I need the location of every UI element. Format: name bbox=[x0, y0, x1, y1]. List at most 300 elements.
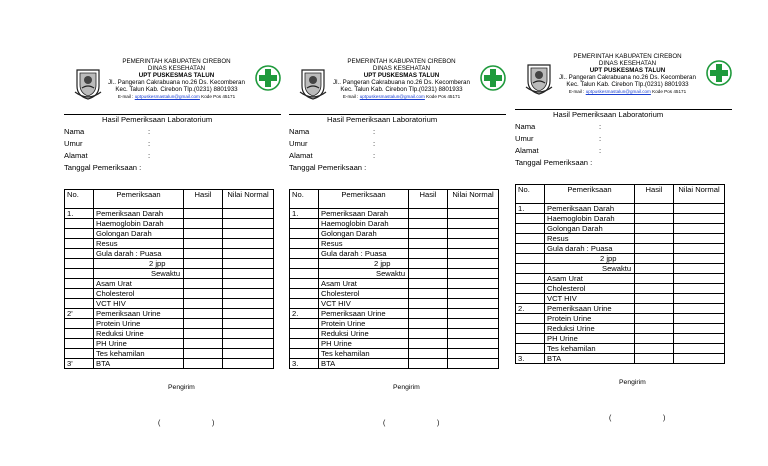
test-name: 2 jpp bbox=[319, 259, 409, 269]
normal-value-cell[interactable] bbox=[448, 219, 499, 229]
signature-open: ( bbox=[609, 415, 612, 422]
table-row bbox=[290, 309, 499, 319]
normal-value-cell[interactable] bbox=[223, 319, 274, 329]
test-name: Gula darah : Puasa bbox=[319, 249, 409, 259]
row-number bbox=[65, 319, 94, 329]
normal-value-cell[interactable] bbox=[448, 249, 499, 259]
test-name: Pemeriksaan Darah bbox=[545, 204, 635, 214]
normal-value-cell[interactable] bbox=[448, 309, 499, 319]
row-number bbox=[65, 339, 94, 349]
email-line bbox=[319, 93, 484, 100]
test-name: Sewaktu bbox=[545, 264, 635, 274]
normal-value-cell[interactable] bbox=[674, 344, 725, 354]
email-link[interactable]: uptpuskesmastalun@gmail.com bbox=[359, 94, 425, 99]
table-row bbox=[516, 314, 725, 324]
table-row bbox=[290, 229, 499, 239]
patient-fields bbox=[64, 126, 151, 174]
test-name: BTA bbox=[545, 354, 635, 364]
email-line bbox=[94, 93, 259, 100]
result-cell[interactable] bbox=[635, 334, 674, 344]
row-number bbox=[290, 229, 319, 239]
result-cell[interactable] bbox=[635, 314, 674, 324]
table-row bbox=[516, 304, 725, 314]
result-cell[interactable] bbox=[184, 239, 223, 249]
result-cell[interactable] bbox=[409, 219, 448, 229]
test-name: PH Urine bbox=[545, 334, 635, 344]
normal-value-cell[interactable] bbox=[674, 224, 725, 234]
normal-value-cell[interactable] bbox=[674, 274, 725, 284]
table-row bbox=[65, 219, 274, 229]
row-number bbox=[290, 239, 319, 249]
result-cell[interactable] bbox=[635, 224, 674, 234]
table-row bbox=[65, 259, 274, 269]
col-hasil: Hasil bbox=[635, 185, 674, 204]
result-cell[interactable] bbox=[184, 229, 223, 239]
test-name: Tes kehamilan bbox=[319, 349, 409, 359]
result-cell[interactable] bbox=[184, 359, 223, 369]
address-field[interactable]: Alamat : bbox=[289, 151, 376, 160]
row-number bbox=[290, 329, 319, 339]
test-name: Resus bbox=[319, 239, 409, 249]
postal-code: Kode Pos 45171 bbox=[652, 89, 687, 94]
address-line: Jl.. Pangeran Cakrabuana no.26 Ds. Kecomberan bbox=[333, 79, 470, 86]
normal-value-cell[interactable] bbox=[448, 319, 499, 329]
table-row bbox=[290, 349, 499, 359]
test-name: PH Urine bbox=[319, 339, 409, 349]
test-name: Pemeriksaan Darah bbox=[94, 209, 184, 219]
table-row bbox=[65, 359, 274, 369]
row-number: 3. bbox=[290, 359, 319, 369]
gov-name: PEMERINTAH KABUPATEN CIREBON bbox=[347, 58, 456, 65]
age-field[interactable]: Umur : bbox=[64, 139, 151, 148]
lab-form-2 bbox=[289, 58, 502, 427]
row-number bbox=[516, 274, 545, 284]
signature-close: ) bbox=[212, 420, 215, 427]
lab-form-1 bbox=[64, 58, 277, 427]
test-name: Tes kehamilan bbox=[545, 344, 635, 354]
row-number bbox=[516, 324, 545, 334]
result-cell[interactable] bbox=[635, 294, 674, 304]
result-cell[interactable] bbox=[635, 354, 674, 364]
result-cell[interactable] bbox=[184, 269, 223, 279]
result-cell[interactable] bbox=[409, 269, 448, 279]
signature-open: ( bbox=[383, 420, 386, 427]
test-name: VCT HIV bbox=[319, 299, 409, 309]
col-nilai-normal: Nilai Normal bbox=[674, 185, 725, 204]
postal-code: Kode Pos 45171 bbox=[426, 94, 461, 99]
result-cell[interactable] bbox=[409, 279, 448, 289]
normal-value-cell[interactable] bbox=[448, 269, 499, 279]
table-row bbox=[516, 244, 725, 254]
phone-line: Kec. Talun Kab. Cirebon Tlp.(0231) 8801933 bbox=[340, 86, 463, 93]
normal-value-cell[interactable] bbox=[674, 214, 725, 224]
normal-value-cell[interactable] bbox=[448, 289, 499, 299]
col-nilai-normal: Nilai Normal bbox=[448, 190, 499, 209]
test-name: 2 jpp bbox=[545, 254, 635, 264]
test-name: Asam Urat bbox=[94, 279, 184, 289]
test-name: Cholesterol bbox=[94, 289, 184, 299]
table-row bbox=[290, 209, 499, 219]
col-no: No. bbox=[65, 190, 94, 209]
normal-value-cell[interactable] bbox=[448, 209, 499, 219]
result-cell[interactable] bbox=[409, 359, 448, 369]
table-row bbox=[516, 334, 725, 344]
test-name: 2 jpp bbox=[94, 259, 184, 269]
normal-value-cell[interactable] bbox=[223, 239, 274, 249]
email-link[interactable]: uptpuskesmastalun@gmail.com bbox=[134, 94, 200, 99]
table-row bbox=[290, 279, 499, 289]
row-number bbox=[516, 344, 545, 354]
test-name: Protein Urine bbox=[94, 319, 184, 329]
col-no: No. bbox=[516, 185, 545, 204]
age-field[interactable]: Umur : bbox=[515, 134, 602, 143]
signature-close: ) bbox=[437, 420, 440, 427]
postal-code: Kode Pos 45171 bbox=[201, 94, 236, 99]
row-number bbox=[290, 289, 319, 299]
test-name: Tes kehamilan bbox=[94, 349, 184, 359]
table-header bbox=[516, 185, 725, 204]
table-row bbox=[290, 359, 499, 369]
row-number bbox=[65, 289, 94, 299]
table-row bbox=[290, 329, 499, 339]
normal-value-cell[interactable] bbox=[674, 304, 725, 314]
table-row bbox=[516, 324, 725, 334]
sender-label: Pengirim bbox=[168, 384, 195, 391]
test-name: Asam Urat bbox=[319, 279, 409, 289]
row-number bbox=[290, 219, 319, 229]
col-pemeriksaan: Pemeriksaan bbox=[545, 185, 635, 204]
normal-value-cell[interactable] bbox=[448, 239, 499, 249]
exam-date-field[interactable]: Tanggal Pemeriksaan : bbox=[289, 163, 367, 172]
test-name: Sewaktu bbox=[319, 269, 409, 279]
exam-date-field[interactable]: Tanggal Pemeriksaan : bbox=[515, 158, 593, 167]
row-number: 3. bbox=[516, 354, 545, 364]
patient-fields bbox=[289, 126, 376, 174]
form-title: Hasil Pemeriksaan Laboratorium bbox=[102, 115, 213, 124]
unit-name: UPT PUSKESMAS TALUN bbox=[363, 72, 440, 79]
result-cell[interactable] bbox=[409, 329, 448, 339]
office-name: DINAS KESEHATAN bbox=[147, 65, 206, 72]
normal-value-cell[interactable] bbox=[674, 244, 725, 254]
phone-line: Kec. Talun Kab. Cirebon Tlp.(0231) 8801933 bbox=[566, 81, 689, 88]
table-row bbox=[65, 279, 274, 289]
name-field[interactable]: Nama : bbox=[64, 127, 151, 136]
result-cell[interactable] bbox=[409, 289, 448, 299]
col-hasil: Hasil bbox=[184, 190, 223, 209]
normal-value-cell[interactable] bbox=[674, 334, 725, 344]
result-cell[interactable] bbox=[409, 229, 448, 239]
result-cell[interactable] bbox=[184, 209, 223, 219]
result-cell[interactable] bbox=[635, 244, 674, 254]
result-cell[interactable] bbox=[635, 324, 674, 334]
result-cell[interactable] bbox=[409, 209, 448, 219]
row-number bbox=[516, 284, 545, 294]
normal-value-cell[interactable] bbox=[223, 209, 274, 219]
result-cell[interactable] bbox=[635, 284, 674, 294]
row-number bbox=[65, 239, 94, 249]
test-name: Protein Urine bbox=[545, 314, 635, 324]
test-name: Asam Urat bbox=[545, 274, 635, 284]
letterhead bbox=[297, 58, 502, 108]
row-number bbox=[290, 269, 319, 279]
email-label: E-mail : bbox=[117, 94, 134, 99]
normal-value-cell[interactable] bbox=[223, 269, 274, 279]
table-row bbox=[290, 269, 499, 279]
test-name: Pemeriksaan Urine bbox=[545, 304, 635, 314]
result-cell[interactable] bbox=[184, 319, 223, 329]
office-name: DINAS KESEHATAN bbox=[372, 65, 431, 72]
normal-value-cell[interactable] bbox=[223, 349, 274, 359]
normal-value-cell[interactable] bbox=[448, 279, 499, 289]
test-name: Reduksi Urine bbox=[94, 329, 184, 339]
row-number: 2. bbox=[290, 309, 319, 319]
table-row bbox=[65, 239, 274, 249]
result-cell[interactable] bbox=[184, 259, 223, 269]
test-name: Golongan Darah bbox=[319, 229, 409, 239]
table-row bbox=[290, 239, 499, 249]
exam-date-field[interactable]: Tanggal Pemeriksaan : bbox=[64, 163, 142, 172]
test-name: Gula darah : Puasa bbox=[94, 249, 184, 259]
normal-value-cell[interactable] bbox=[448, 229, 499, 239]
table-row bbox=[65, 319, 274, 329]
address-field[interactable]: Alamat : bbox=[64, 151, 151, 160]
sender-label: Pengirim bbox=[393, 384, 420, 391]
row-number bbox=[65, 299, 94, 309]
row-number bbox=[516, 254, 545, 264]
row-number bbox=[65, 329, 94, 339]
normal-value-cell[interactable] bbox=[223, 359, 274, 369]
table-row bbox=[290, 319, 499, 329]
age-field[interactable]: Umur : bbox=[289, 139, 376, 148]
row-number bbox=[290, 249, 319, 259]
test-name: Haemoglobin Darah bbox=[94, 219, 184, 229]
table-row bbox=[65, 309, 274, 319]
unit-name: UPT PUSKESMAS TALUN bbox=[589, 67, 666, 74]
normal-value-cell[interactable] bbox=[674, 354, 725, 364]
test-name: Gula darah : Puasa bbox=[545, 244, 635, 254]
table-row bbox=[290, 249, 499, 259]
normal-value-cell[interactable] bbox=[674, 234, 725, 244]
table-row bbox=[65, 339, 274, 349]
row-number bbox=[290, 319, 319, 329]
normal-value-cell[interactable] bbox=[674, 314, 725, 324]
result-cell[interactable] bbox=[184, 299, 223, 309]
row-number: 1. bbox=[290, 209, 319, 219]
col-pemeriksaan: Pemeriksaan bbox=[319, 190, 409, 209]
email-line bbox=[545, 88, 710, 95]
col-no: No. bbox=[290, 190, 319, 209]
normal-value-cell[interactable] bbox=[223, 289, 274, 299]
table-row bbox=[290, 339, 499, 349]
normal-value-cell[interactable] bbox=[448, 359, 499, 369]
table-row bbox=[290, 259, 499, 269]
result-cell[interactable] bbox=[184, 329, 223, 339]
row-number bbox=[290, 339, 319, 349]
table-row bbox=[516, 344, 725, 354]
sender-label: Pengirim bbox=[619, 379, 646, 386]
test-name: Resus bbox=[94, 239, 184, 249]
row-number: 1. bbox=[516, 204, 545, 214]
row-number bbox=[516, 224, 545, 234]
patient-fields bbox=[515, 121, 602, 169]
normal-value-cell[interactable] bbox=[223, 279, 274, 289]
result-cell[interactable] bbox=[184, 249, 223, 259]
test-name: BTA bbox=[319, 359, 409, 369]
result-cell[interactable] bbox=[635, 254, 674, 264]
table-row bbox=[65, 329, 274, 339]
health-cross-icon bbox=[706, 60, 732, 86]
normal-value-cell[interactable] bbox=[223, 229, 274, 239]
test-name: Haemoglobin Darah bbox=[545, 214, 635, 224]
test-name: Golongan Darah bbox=[545, 224, 635, 234]
address-field[interactable]: Alamat : bbox=[515, 146, 602, 155]
table-row bbox=[290, 289, 499, 299]
col-hasil: Hasil bbox=[409, 190, 448, 209]
result-cell[interactable] bbox=[184, 279, 223, 289]
table-row bbox=[516, 294, 725, 304]
table-row bbox=[516, 274, 725, 284]
row-number bbox=[290, 349, 319, 359]
email-link[interactable]: uptpuskesmastalun@gmail.com bbox=[585, 89, 651, 94]
col-pemeriksaan: Pemeriksaan bbox=[94, 190, 184, 209]
test-name: Pemeriksaan Urine bbox=[319, 309, 409, 319]
table-row bbox=[65, 209, 274, 219]
normal-value-cell[interactable] bbox=[674, 284, 725, 294]
normal-value-cell[interactable] bbox=[223, 299, 274, 309]
row-number bbox=[290, 279, 319, 289]
table-row bbox=[516, 354, 725, 364]
name-field[interactable]: Nama : bbox=[289, 127, 376, 136]
normal-value-cell[interactable] bbox=[223, 329, 274, 339]
address-line: Jl.. Pangeran Cakrabuana no.26 Ds. Kecomberan bbox=[108, 79, 245, 86]
col-nilai-normal: Nilai Normal bbox=[223, 190, 274, 209]
row-number bbox=[516, 244, 545, 254]
letterhead bbox=[523, 53, 728, 103]
table-row bbox=[516, 254, 725, 264]
result-cell[interactable] bbox=[635, 264, 674, 274]
table-row bbox=[290, 219, 499, 229]
table-row bbox=[516, 224, 725, 234]
normal-value-cell[interactable] bbox=[448, 349, 499, 359]
normal-value-cell[interactable] bbox=[223, 339, 274, 349]
normal-value-cell[interactable] bbox=[674, 294, 725, 304]
table-header bbox=[65, 190, 274, 209]
row-number bbox=[65, 249, 94, 259]
result-cell[interactable] bbox=[409, 239, 448, 249]
row-number bbox=[65, 219, 94, 229]
test-name: Cholesterol bbox=[545, 284, 635, 294]
result-cell[interactable] bbox=[409, 309, 448, 319]
normal-value-cell[interactable] bbox=[448, 299, 499, 309]
test-name: Reduksi Urine bbox=[319, 329, 409, 339]
test-name: Resus bbox=[545, 234, 635, 244]
row-number bbox=[65, 279, 94, 289]
table-row bbox=[516, 284, 725, 294]
table-row bbox=[65, 299, 274, 309]
row-number bbox=[516, 334, 545, 344]
row-number bbox=[65, 259, 94, 269]
row-number: 1. bbox=[65, 209, 94, 219]
row-number bbox=[290, 259, 319, 269]
normal-value-cell[interactable] bbox=[223, 309, 274, 319]
normal-value-cell[interactable] bbox=[448, 339, 499, 349]
row-number: 2. bbox=[516, 304, 545, 314]
unit-name: UPT PUSKESMAS TALUN bbox=[138, 72, 215, 79]
health-cross-icon bbox=[480, 65, 506, 91]
test-name: VCT HIV bbox=[545, 294, 635, 304]
result-cell[interactable] bbox=[409, 259, 448, 269]
row-number bbox=[65, 269, 94, 279]
table-row bbox=[65, 289, 274, 299]
normal-value-cell[interactable] bbox=[223, 249, 274, 259]
form-title: Hasil Pemeriksaan Laboratorium bbox=[327, 115, 438, 124]
result-cell[interactable] bbox=[635, 204, 674, 214]
office-name: DINAS KESEHATAN bbox=[598, 60, 657, 67]
email-label: E-mail : bbox=[568, 89, 585, 94]
test-name: Reduksi Urine bbox=[545, 324, 635, 334]
name-field[interactable]: Nama : bbox=[515, 122, 602, 131]
result-cell[interactable] bbox=[409, 349, 448, 359]
row-number bbox=[65, 229, 94, 239]
test-name: Pemeriksaan Darah bbox=[319, 209, 409, 219]
result-cell[interactable] bbox=[184, 349, 223, 359]
table-header bbox=[290, 190, 499, 209]
result-cell[interactable] bbox=[409, 299, 448, 309]
table-row bbox=[290, 299, 499, 309]
result-cell[interactable] bbox=[635, 304, 674, 314]
table-row bbox=[516, 234, 725, 244]
row-number bbox=[516, 294, 545, 304]
email-label: E-mail : bbox=[342, 94, 359, 99]
normal-value-cell[interactable] bbox=[223, 259, 274, 269]
result-cell[interactable] bbox=[409, 319, 448, 329]
result-cell[interactable] bbox=[409, 339, 448, 349]
lab-table bbox=[289, 189, 499, 369]
normal-value-cell[interactable] bbox=[674, 264, 725, 274]
result-cell[interactable] bbox=[184, 309, 223, 319]
normal-value-cell[interactable] bbox=[674, 254, 725, 264]
row-number: 2' bbox=[65, 309, 94, 319]
normal-value-cell[interactable] bbox=[448, 259, 499, 269]
row-number bbox=[516, 264, 545, 274]
form-title: Hasil Pemeriksaan Laboratorium bbox=[553, 110, 664, 119]
normal-value-cell[interactable] bbox=[223, 219, 274, 229]
test-name: BTA bbox=[94, 359, 184, 369]
address-line: Jl.. Pangeran Cakrabuana no.26 Ds. Kecomberan bbox=[559, 74, 696, 81]
row-number: 3' bbox=[65, 359, 94, 369]
result-cell[interactable] bbox=[184, 219, 223, 229]
table-row bbox=[65, 349, 274, 359]
result-cell[interactable] bbox=[184, 339, 223, 349]
result-cell[interactable] bbox=[409, 249, 448, 259]
normal-value-cell[interactable] bbox=[674, 324, 725, 334]
row-number bbox=[516, 234, 545, 244]
result-cell[interactable] bbox=[635, 344, 674, 354]
gov-name: PEMERINTAH KABUPATEN CIREBON bbox=[122, 58, 231, 65]
result-cell[interactable] bbox=[635, 234, 674, 244]
result-cell[interactable] bbox=[635, 214, 674, 224]
normal-value-cell[interactable] bbox=[448, 329, 499, 339]
normal-value-cell[interactable] bbox=[674, 204, 725, 214]
table-row bbox=[516, 204, 725, 214]
result-cell[interactable] bbox=[635, 274, 674, 284]
table-row bbox=[65, 249, 274, 259]
row-number bbox=[516, 214, 545, 224]
result-cell[interactable] bbox=[184, 289, 223, 299]
row-number bbox=[290, 299, 319, 309]
lab-form-3 bbox=[515, 53, 728, 422]
lab-table bbox=[515, 184, 725, 364]
